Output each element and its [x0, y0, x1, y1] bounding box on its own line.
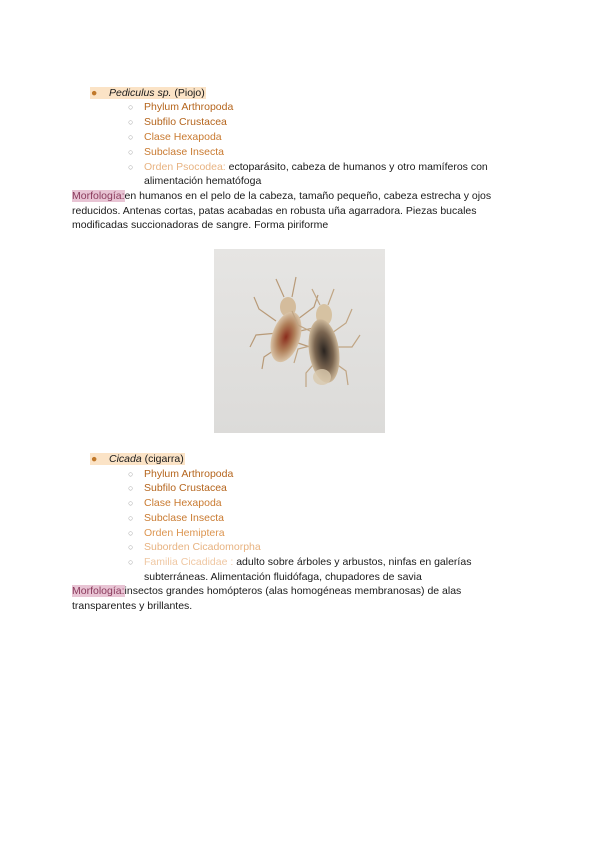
taxon-subfilo: ○ Subfilo Crustacea: [128, 482, 227, 494]
sub-bullet-icon: ○: [128, 162, 134, 172]
sub-bullet-icon: ○: [128, 542, 134, 552]
taxon-familia-desc-cont: subterráneas. Alimentación fluidófaga, chupadores de savia: [144, 571, 422, 583]
sub-bullet-icon: ○: [128, 147, 134, 157]
taxon-subclase: ○ Subclase Insecta: [128, 146, 224, 158]
taxon-familia: ○ Familia Cicadidae : adulto sobre árboles y arbustos, ninfas en galerías: [128, 556, 472, 568]
morfologia-paragraph-1: Morfología:en humanos en el pelo de la cabeza, tamaño pequeño, cabeza estrecha y ojos reducidos. Antenas cortas, patas acabadas en robusta uña agarradora. Piezas bucales modificadas succionadoras de sangre. Forma piriforme: [72, 190, 492, 231]
common-name: (cigarra): [141, 453, 184, 465]
sub-bullet-icon: ○: [128, 528, 134, 538]
sub-bullet-icon: ○: [128, 483, 134, 493]
taxon-orden: ○ Orden Psocodea: ectoparásito, cabeza de humanos y otro mamíferos con: [128, 161, 488, 173]
bullet-icon: ●: [91, 87, 98, 99]
lice-photo: [214, 249, 385, 433]
genus-name: Pediculus sp.: [109, 87, 172, 99]
taxon-phylum: ○ Phylum Arthropoda: [128, 101, 234, 113]
bullet-icon: ●: [91, 453, 98, 465]
sub-bullet-icon: ○: [128, 132, 134, 142]
morfologia-label: Morfología:: [72, 190, 125, 202]
taxon-subclase: ○ Subclase Insecta: [128, 512, 224, 524]
sub-bullet-icon: ○: [128, 117, 134, 127]
lice-illustration: [214, 249, 385, 433]
morfologia-label: Morfología:: [72, 585, 125, 597]
taxon-clase: ○ Clase Hexapoda: [128, 497, 222, 509]
sub-bullet-icon: ○: [128, 498, 134, 508]
sub-bullet-icon: ○: [128, 513, 134, 523]
species-heading-cicada: [90, 452, 185, 466]
taxon-orden-desc-cont: alimentación hematófoga: [144, 175, 262, 187]
taxon-suborden: ○ Suborden Cicadomorpha: [128, 541, 261, 553]
sub-bullet-icon: ○: [128, 469, 134, 479]
sub-bullet-icon: ○: [128, 557, 134, 567]
morfologia-paragraph-2: Morfología:insectos grandes homópteros (alas homogéneas membranosas) de alas transparentes y brillantes.: [72, 585, 462, 612]
sub-bullet-icon: ○: [128, 102, 134, 112]
taxon-subfilo: ○ Subfilo Crustacea: [128, 116, 227, 128]
taxon-clase: ○ Clase Hexapoda: [128, 131, 222, 143]
species-heading-pediculus: [90, 86, 206, 100]
genus-name: Cicada: [109, 453, 142, 465]
taxon-phylum: ○ Phylum Arthropoda: [128, 468, 234, 480]
common-name: (Piojo): [171, 87, 205, 99]
taxon-orden: ○ Orden Hemiptera: [128, 527, 225, 539]
